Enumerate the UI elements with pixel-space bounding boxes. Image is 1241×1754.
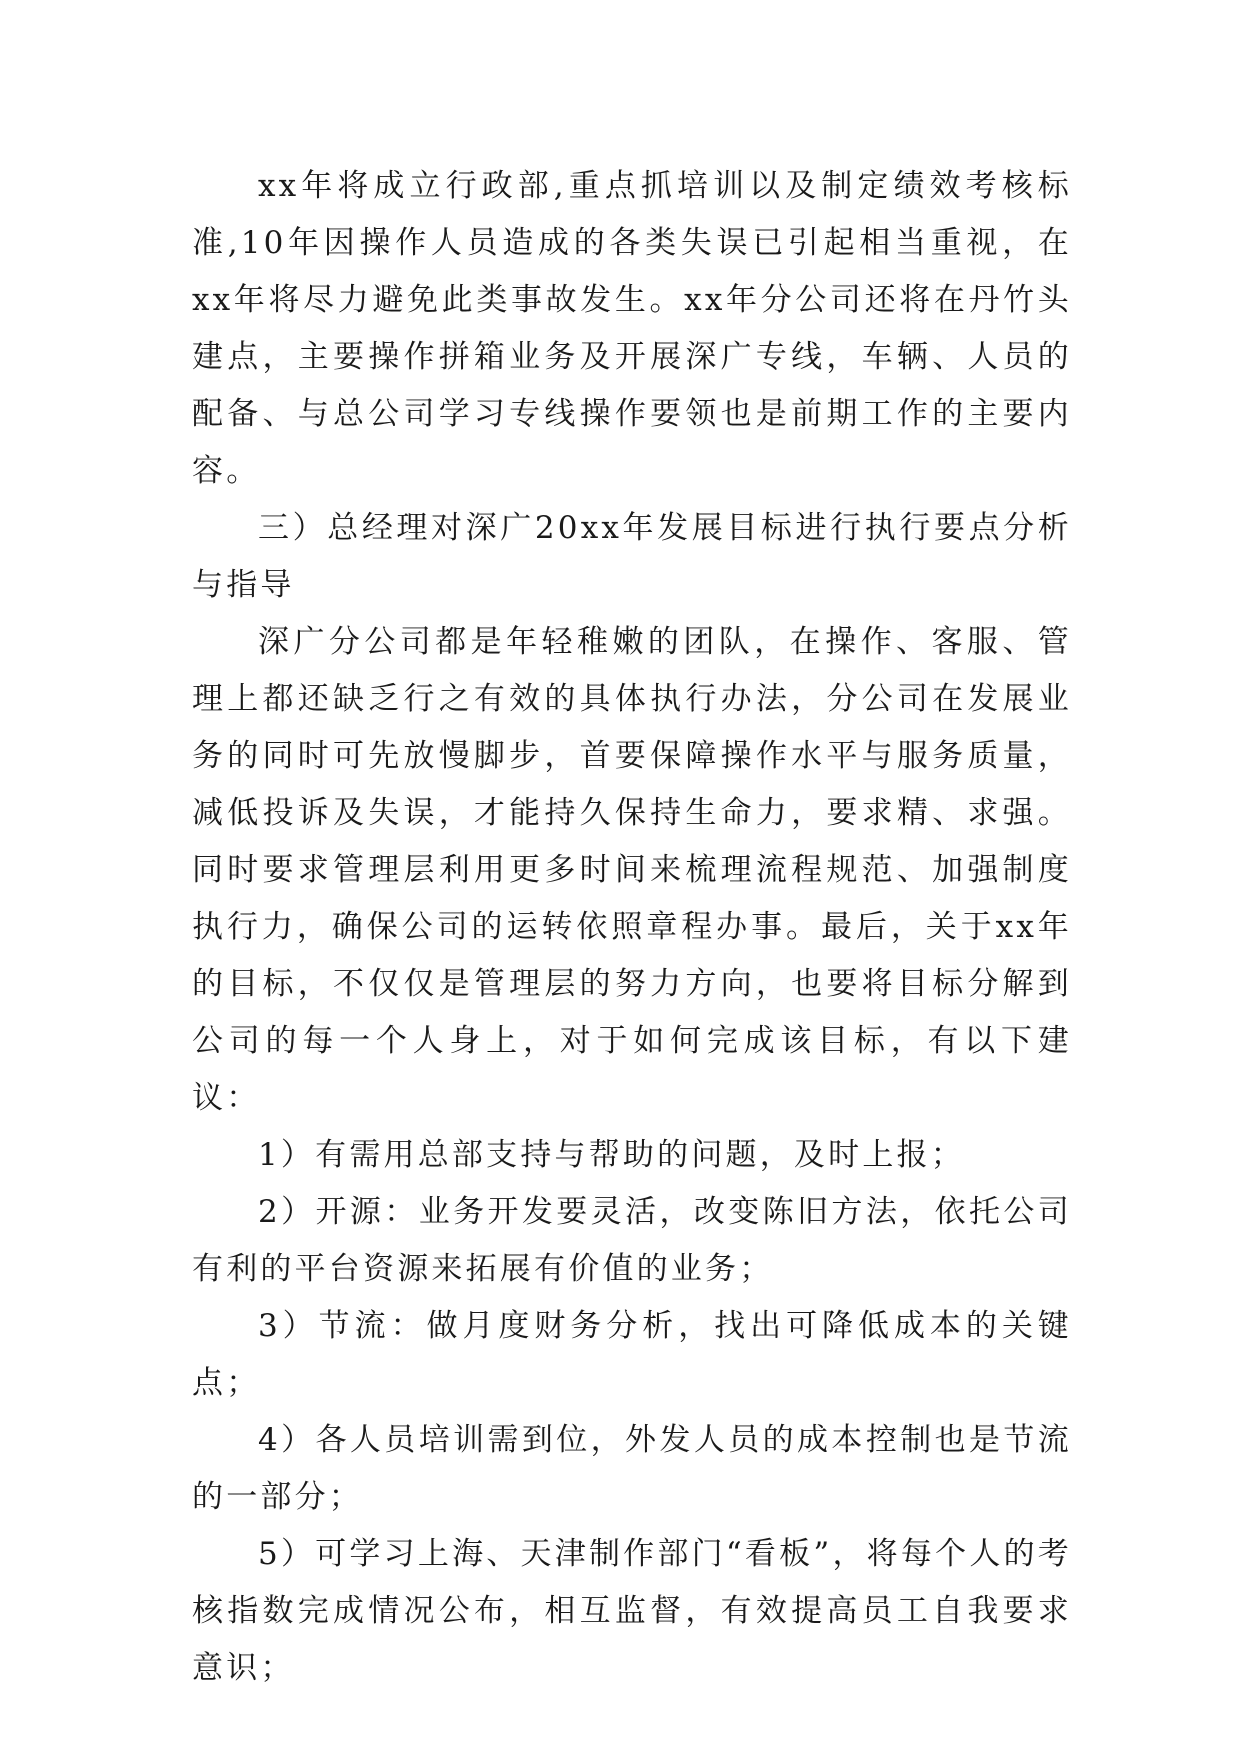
list-item-suggestion-1: 1）有需用总部支持与帮助的问题，及时上报； [258,1137,965,1173]
document-body [192,158,1072,1697]
paragraph-team-guidance: 深广分公司都是年轻稚嫩的团队，在操作、客服、管理上都还缺乏行之有效的具体执行办法，分公司在发展业务的同时可先放慢脚步，首要保障操作水平与服务质量，减低投诉及失误，才能持久保持生命力，要求精、求强。同时要求管理层利用更多时间来梳理流程规范、加强制度执行力，确保公司的运转依照章程办事。最后，关于xx年的目标，不仅仅是管理层的努力方向，也要将目标分解到公司的每一个人身上，对于如何完成该目标，有以下建议： [192,624,1072,1116]
paragraph-heading-analysis: 三）总经理对深广20xx年发展目标进行执行要点分析与指导 [192,510,1072,603]
list-item-suggestion-3: 3）节流：做月度财务分析，找出可降低成本的关键点； [192,1308,1072,1401]
paragraph-plan-admin: xx年将成立行政部,重点抓培训以及制定绩效考核标准,10年因操作人员造成的各类失误已引起相当重视，在xx年将尽力避免此类事故发生。xx年分公司还将在丹竹头建点，主要操作拼箱业务及开展深广专线，车辆、人员的配备、与总公司学习专线操作要领也是前期工作的主要内容。 [192,168,1072,489]
list-item-suggestion-5: 5）可学习上海、天津制作部门“看板”，将每个人的考核指数完成情况公布，相互监督，有效提高员工自我要求意识； [192,1536,1072,1686]
list-item-suggestion-2: 2）开源：业务开发要灵活，改变陈旧方法，依托公司有利的平台资源来拓展有价值的业务； [192,1194,1072,1287]
list-item-suggestion-4: 4）各人员培训需到位，外发人员的成本控制也是节流的一部分； [192,1422,1072,1515]
